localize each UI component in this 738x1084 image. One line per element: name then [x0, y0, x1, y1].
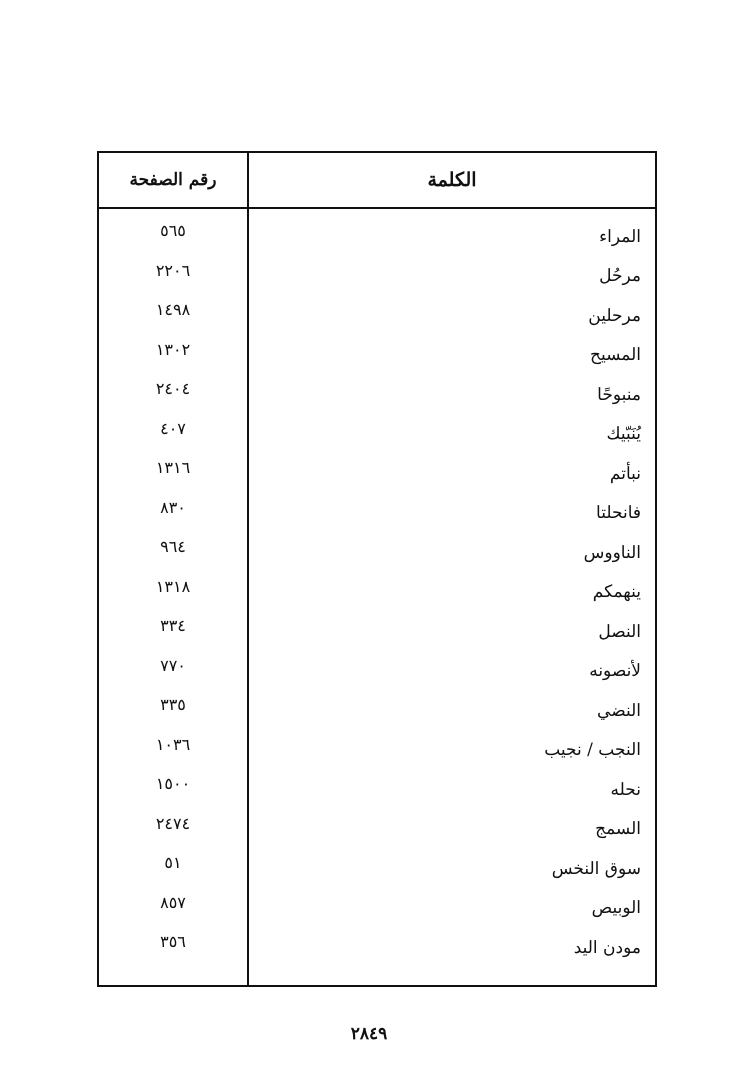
table-row	[99, 488, 655, 528]
page-number-cell: ٢٤٠٤	[155, 379, 191, 399]
word-cell: سوق النخس	[551, 858, 641, 879]
word-cell: السمج	[595, 819, 641, 840]
page-number-cell: ١٣١٨	[155, 576, 191, 596]
word-cell: المسيح	[590, 345, 641, 366]
table-body	[99, 211, 655, 962]
page-number-cell: ٣٣٤	[160, 616, 186, 636]
word-cell: منبوحًا	[597, 384, 641, 405]
table-row	[99, 843, 655, 883]
word-cell: نحله	[610, 779, 641, 800]
table-row	[99, 922, 655, 962]
table-row	[99, 211, 655, 251]
table-row	[99, 725, 655, 765]
word-cell: ينهمكم	[592, 582, 641, 603]
page-number-cell: ١٤٩٨	[155, 300, 191, 320]
table-row	[99, 369, 655, 409]
table-row	[99, 646, 655, 686]
page-number-cell: ١٥٠٠	[155, 774, 191, 794]
page-number-cell: ٢٤٧٤	[155, 813, 191, 833]
page-number-cell: ٨٥٧	[160, 892, 186, 912]
column-header-page-number: رقم الصفحة	[129, 170, 217, 190]
page-number-cell: ٥١	[164, 853, 182, 873]
table-row	[99, 764, 655, 804]
page-number-cell: ٨٣٠	[160, 497, 186, 517]
page-number-cell: ١٠٣٦	[155, 734, 191, 754]
page-number-cell: ٥٦٥	[160, 221, 186, 241]
page-number-cell: ٣٣٥	[160, 695, 186, 715]
word-cell: المراء	[599, 226, 641, 247]
word-cell: فانحلتا	[596, 503, 641, 524]
word-cell: يُنَبّيك	[606, 424, 641, 445]
word-cell: النضي	[597, 700, 641, 721]
page-number-cell: ٩٦٤	[160, 537, 186, 557]
table-row	[99, 804, 655, 844]
table-row	[99, 290, 655, 330]
word-cell: لأنصونه	[589, 661, 641, 682]
page-number-cell: ٧٧٠	[160, 655, 186, 675]
page-number: ٢٨٤٩	[350, 1024, 388, 1044]
page-number-cell: ٣٥٦	[160, 932, 186, 952]
page-number-cell: ١٣١٦	[155, 458, 191, 478]
column-header-word: الكلمة	[427, 169, 477, 191]
word-cell: مرحلين	[588, 305, 641, 326]
word-cell: مودن اليد	[573, 937, 641, 958]
word-cell: مرحُل	[599, 266, 641, 287]
page-number-cell: ٤٠٧	[160, 418, 186, 438]
word-cell: النجب / نجيب	[544, 740, 641, 761]
word-index-table	[97, 151, 657, 987]
table-row	[99, 606, 655, 646]
table-row	[99, 409, 655, 449]
word-cell: النصل	[598, 621, 641, 642]
header-rule	[99, 207, 655, 209]
table-row	[99, 251, 655, 291]
table-row	[99, 567, 655, 607]
word-cell: الوبيص	[591, 898, 641, 919]
table-row	[99, 448, 655, 488]
page-number-cell: ٢٢٠٦	[155, 260, 191, 280]
table-row	[99, 883, 655, 923]
word-cell: نبأتم	[609, 463, 641, 484]
table-row	[99, 685, 655, 725]
table-row	[99, 527, 655, 567]
table-row	[99, 330, 655, 370]
page-number-cell: ١٣٠٢	[155, 339, 191, 359]
word-cell: الناووس	[583, 542, 641, 563]
